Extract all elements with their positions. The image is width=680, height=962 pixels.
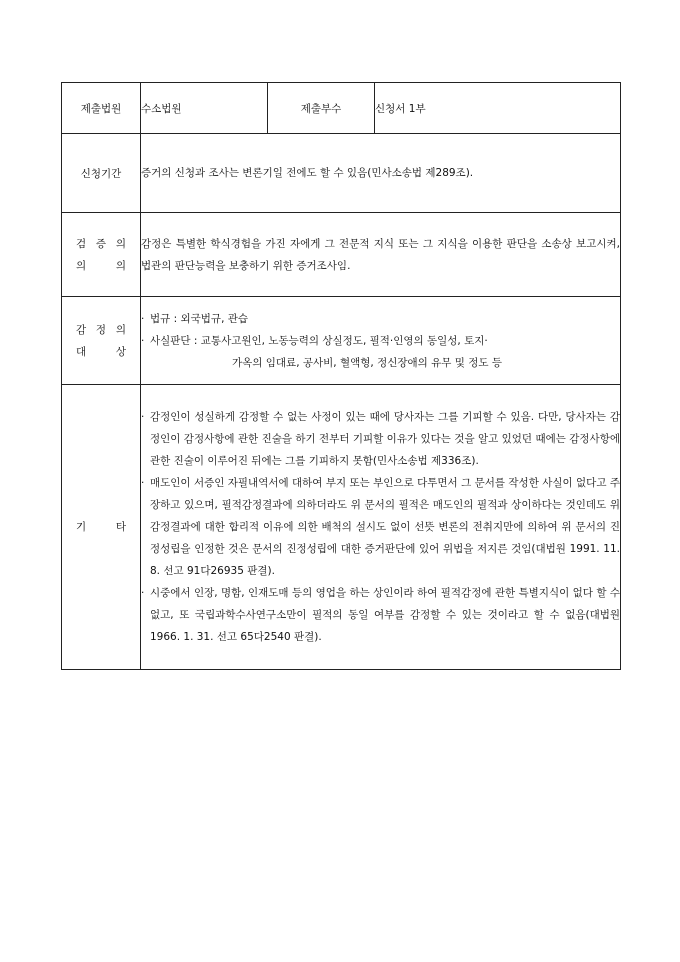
target-label: 감 정 의 대 상 [62, 297, 141, 385]
etc-label: 기 타 [62, 385, 141, 670]
etc-item-challenge: · 감정인이 성실하게 감정할 수 없는 사정이 있는 때에 당사자는 그를 기피할 수 있음. 다만, 당사자는 감정인이 감정사항에 관한 진술을 하기 전부터 기피할 이유가 있다는 것을 알고 있었던 때에는 감정사항에 관한 진술이 이루어진 뒤에는 그를 기피하지 못함(민사소송법 제336조). [141, 406, 620, 472]
submit-court-label: 제출법원 [62, 83, 141, 134]
period-text: 증거의 신청과 조사는 변론기일 전에도 할 수 있음(민사소송법 제289조). [141, 167, 474, 179]
meaning-text: 감정은 특별한 학식경험을 가진 자에게 그 전문적 지식 또는 그 지식을 이용한 판단을 소송상 보고시켜, 법관의 판단능력을 보충하기 위한 증거조사임. [141, 237, 620, 272]
etc-list [141, 406, 620, 648]
copies-value: 신청서 1부 [375, 83, 621, 134]
meaning-label: 검 증 의 의 의 [62, 213, 141, 297]
target-item-law: · 법규 : 외국법규, 관습 [141, 308, 620, 330]
submit-court-value: 수소법원 [141, 83, 268, 134]
target-list [141, 308, 620, 374]
court-row [62, 83, 621, 134]
application-form-table [61, 82, 621, 670]
etc-row [62, 385, 621, 670]
copies-label: 제출부수 [268, 83, 375, 134]
meaning-row [62, 213, 621, 297]
target-row [62, 297, 621, 385]
period-label: 신청기간 [62, 134, 141, 213]
etc-item-precedent-1966: · 시중에서 인장, 명함, 인재도매 등의 영업을 하는 상인이라 하여 필적감정에 관한 특별지식이 없다 할 수 없고, 또 국립과학수사연구소만이 필적의 동일 여부를 감정할 수 있는 것이라고 할 수 없음(대법원 1966. 1. 31. 선고 65다2540 판결). [141, 582, 620, 648]
etc-item-precedent-1991: · 매도인이 서증인 자필내역서에 대하여 부지 또는 부인으로 다투면서 그 문서를 작성한 사실이 없다고 주장하고 있으며, 필적감정결과에 의하더라도 위 문서의 필적은 매도인의 필적과 상이하다는 것인데도 위 감정결과에 대한 합리적 이유에 의한 배척의 설시도 없이 선뜻 변론의 전취지만에 의하여 위 문서의 진정성립을 인정한 것은 문서의 진정성립에 대한 증거판단에 있어 위법을 저지른 것임(대법원 1991. 11. 8. 선고 91다26935 판결). [141, 472, 620, 582]
period-row [62, 134, 621, 213]
target-item-fact: · 사실판단 : 교통사고원인, 노동능력의 상실정도, 필적·인영의 동일성, 토지· 가옥의 임대료, 공사비, 혈액형, 정신장애의 유무 및 정도 등 [141, 330, 620, 374]
